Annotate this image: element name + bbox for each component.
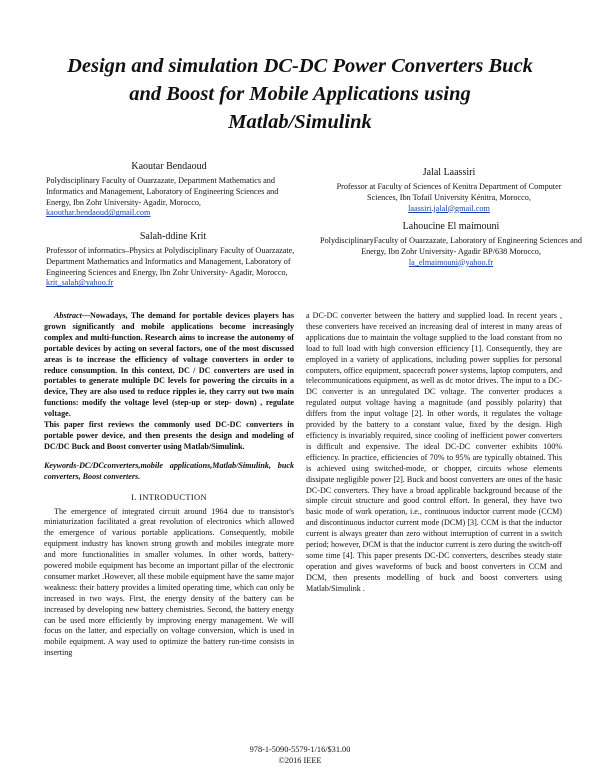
author-affiliation xyxy=(46,176,292,219)
author-block-4 xyxy=(320,220,582,268)
author-email-link[interactable]: krit_salah@yahoo.fr xyxy=(46,278,114,288)
author-block-2 xyxy=(46,230,300,289)
abstract-paragraph xyxy=(44,311,294,420)
author-name: Kaoutar Bendaoud xyxy=(131,161,207,172)
author-email-link[interactable]: laassiri.jalal@gmail.com xyxy=(408,203,490,213)
author-name: Jalal Laassiri xyxy=(422,167,476,178)
copyright-line: ©2016 IEEE xyxy=(278,756,322,765)
abstract-text: Nowadays, The demand for portable devices players has grown significantly and mobile applications become increasingly complex and multi-function. Research aims to increase the autonomy of portable devices by acting on several factors, one of the most discussed areas is to increase the efficiency of voltage converters in order to reduce consumption. In this context, DC / DC converters are used in portables to generate multiple DC levels for powering the circuits in a device, They are also used to reduce ripples ie, they carry out two main functions: modify the voltage level (step-up or step- down) , regulate voltage. xyxy=(44,311,294,419)
section-heading: I. INTRODUCTION xyxy=(131,491,207,502)
page-footer xyxy=(0,744,600,766)
author-affiliation xyxy=(320,236,582,268)
affiliation-text: Professor of informatics–Physics at Polydisciplinary Faculty of Ouarzazate, Department Mathematics and Informatics and Management, Laboratory of Engineering Sciences and Energy, Ibn Zohr University- Agadir, Morocco, xyxy=(46,246,295,277)
left-column xyxy=(44,311,294,659)
affiliation-text: PolydisciplinaryFaculty of Ouarzazate, Laboratory of Engineering Sciences and Energy, Ibn Zohr University- Agadir BP/638 Morocco, xyxy=(320,236,582,256)
author-name: Salah-ddine Krit xyxy=(139,231,207,242)
author-email-link[interactable]: kaouthar.bendaoud@gmail.com xyxy=(46,208,151,218)
right-column xyxy=(306,311,562,595)
abstract-paragraph-2: This paper first reviews the commonly used DC-DC converters in portable power device, and then presents the design and modeling of DC/DC Buck and Boost converter using Matlab/Simulink. xyxy=(44,420,294,451)
author-affiliation xyxy=(336,182,562,214)
intro-paragraph-left: The emergence of integrated circuit around 1964 due to transistor's miniaturization facilitated a great revolution of electronics which allowed the emergence of various portable applications. Consequently, mobile equipment industry has known strong growth and mobiles integrate more and more functionalities in smaller volumes. In other words, battery-powered mobile equipment has become an important pillar of the electronic consumer market .However, all these mobile equipment have the same major weakness: their battery provides a limited operating time, which can only be increased in two ways. First, the energy density of the battery can be increased by developing new battery chemistries. Second, the battery energy can be used more efficiently by improving energy management. We will focus on the latter, and especially on voltage conversion, which is used in mobile equipment. A way used to optimize the battery run-time consists in inserting xyxy=(44,506,294,658)
affiliation-text: Professor at Faculty of Sciences of Kenitra Department of Computer Sciences, Ibn Tofail University Kénitra, Morocco, xyxy=(336,182,562,202)
isbn-line: 978-1-5090-5579-1/16/$31.00 xyxy=(249,745,351,754)
author-email-link[interactable]: la_elmaimouni@yahoo.fr xyxy=(408,257,494,267)
keywords: Keywords-DC/DCconverters,mobile applications,Matlab/Simulink, buck converters, Boost converters. xyxy=(44,460,294,481)
intro-paragraph-right: a DC-DC converter between the battery and supplied load. In recent years , these converters have received an increasing deal of interest in many areas of applications due to maintain the voltage supplied to the load constant from no load to full load with high conversion efficiency [1]. Consequently, they are employed in a variety of applications, including power supplies for personal computers, office equipment, spacecraft power systems, laptop computers, and telecommunications equipment, as well as dc motor drives. The input to a DC-DC converter is an unregulated DC voltage. The converter produces a regulated output voltage having a magnitude (and possibly polarity) that differs from the input voltage [2]. In other words, it regulates the voltage provided by the battery to a constant value, fixed by the design. High efficiency is invariably required, since cooling of inefficient power converters is difficult and expensive. The ideal DC-DC converter exhibits 100% efficiency. In practice, efficiencies of 70% to 95% are typically obtained. This is achieved using switched-mode, or chopper, circuits whose elements dissipate negligible power [2]. Buck and boost converters are ones of the basic DC-DC converters. They have a broad applicable background because of the simple circuit structure and good control effort. In general, they have two basic mode of work operation, i.e., continuous inductor current mode (CCM) and discontinuous inductor current mode (DCM) [3]. CCM is that the inductor current is always greater than zero without interruption of current in a switch period; however, DCM is that the inductor current is zero during the switch-off some time [4]. This paper presents DC-DC converters, describes steady state operation and gives waveforms of buck and boost converters in CCM and DCM, then presents modelling of buck and boost converters using Matlab/Simulink . xyxy=(306,311,562,593)
abstract-label: Abstract xyxy=(54,311,82,320)
abstract-dash: — xyxy=(81,311,90,320)
affiliation-text: Polydisciplinary Faculty of Ouarzazate, Department Mathematics and Informatics and Management, Laboratory of Engineering Sciences and Energy, Ibn Zohr University- Agadir, Morocco, xyxy=(46,176,279,207)
author-name: Lahoucine El maimouni xyxy=(402,221,500,232)
author-block-3 xyxy=(336,166,562,214)
author-block-1 xyxy=(46,160,292,219)
paper-title: Design and simulation DC-DC Power Converters Buck and Boost for Mobile Applications using Matlab/Simulink xyxy=(67,55,533,133)
author-affiliation xyxy=(46,246,300,289)
